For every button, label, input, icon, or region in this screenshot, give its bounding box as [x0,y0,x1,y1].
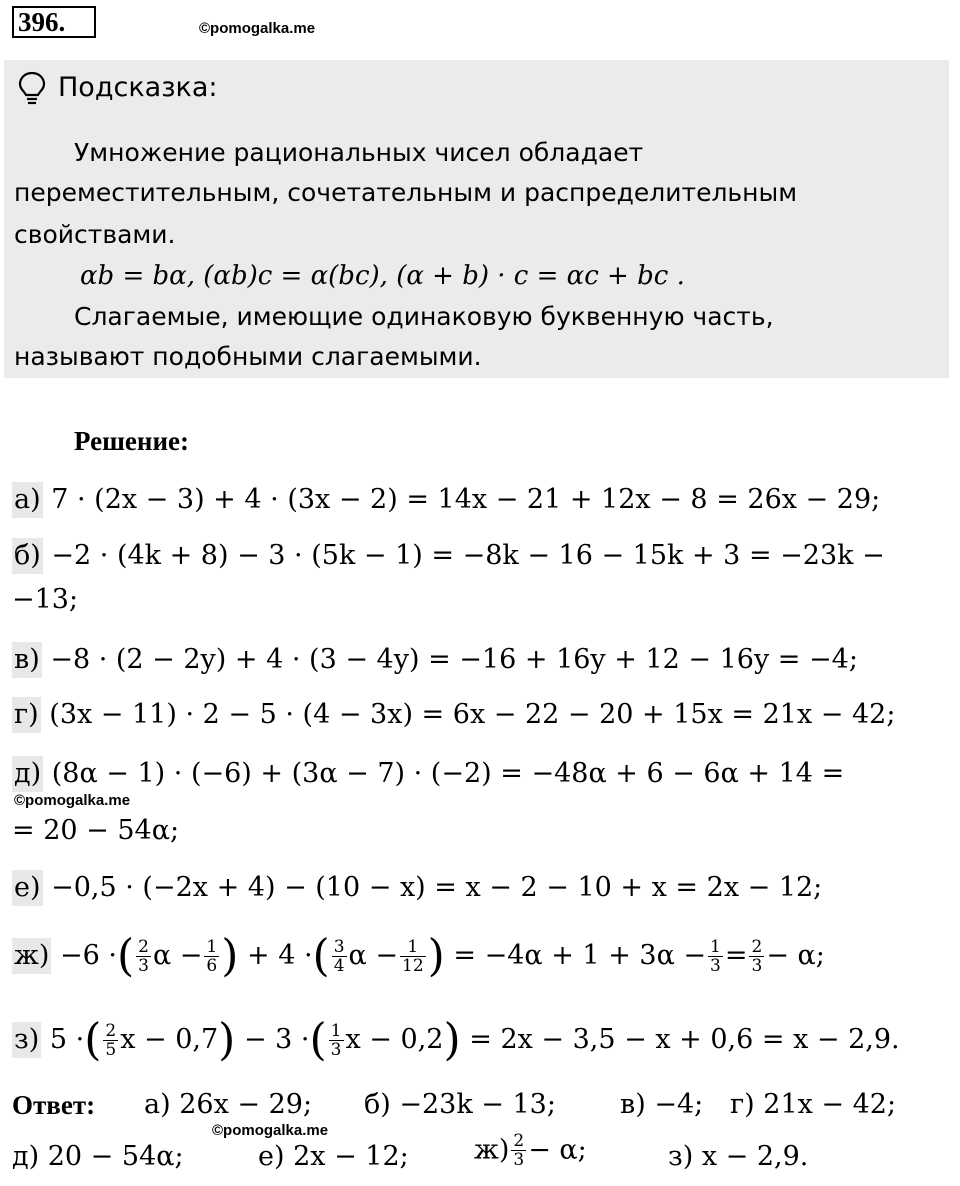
answer-v: в) −4; [620,1089,704,1120]
frac-den: 5 [105,1040,117,1060]
row-letter: е) [12,870,43,906]
frac-den: 3 [513,1150,525,1170]
row-letter: в) [12,642,42,678]
paren-close: ) [443,1014,461,1066]
frac-num: 1 [710,937,721,957]
row-letter: ж) [12,938,51,974]
paren-close: ) [218,1014,236,1066]
fraction [511,1132,526,1169]
answer-letter: ж) [474,1134,510,1166]
answer-z: з) x − 2,9. [668,1141,809,1172]
hint-line: переместительным, сочетательным и распределительным [14,178,798,207]
hint-title: Подсказка: [58,72,218,103]
solution-row-g [12,697,895,733]
row-expression: 7 · (2x − 3) + 4 · (3x − 2) = 14x − 21 + 12x − 8 = 26x − 29; [51,484,881,515]
paren-open: ( [312,930,330,982]
row-expression: −8 · (2 − 2y) + 4 · (3 − 4y) = −16 + 16y + 12 − 16y = −4; [50,644,858,675]
fraction [204,938,219,975]
watermark-middle: ©pomogalka.me [14,792,131,809]
task-number: 396. [12,6,96,38]
frac-num: 2 [513,1131,525,1151]
fraction [749,938,764,975]
row-letter: з) [12,1022,41,1058]
row-letter: б) [12,538,43,574]
expr-part: = 2x − 3,5 − x + 0,6 = x − 2,9. [469,1024,900,1055]
fraction [400,938,426,975]
hint-line: Умножение рациональных чисел обладает [74,138,644,167]
solution-row-v [12,642,858,678]
frac-den: 12 [402,956,424,976]
answer-rest: − α; [528,1134,587,1166]
frac-num: 3 [333,937,345,957]
fraction [329,1022,344,1059]
hint-formula: αb = bα, (αb)c = α(bc), (α + b) · c = αc + bc . [80,261,685,291]
frac-num: 1 [400,938,426,957]
solution-title: Решение: [74,426,189,456]
fraction [708,938,723,975]
hint-line: Слагаемые, имеющие одинаковую буквенную часть, [74,302,774,331]
answer-a: а) 26x − 29; [144,1089,313,1120]
frac-den: 3 [751,956,763,976]
answer-zh [474,1132,587,1169]
frac-num: 2 [105,1021,117,1041]
frac-den: 3 [330,1040,342,1060]
row-expression: −0,5 · (−2x + 4) − (10 − x) = x − 2 − 10 + x = 2x − 12; [51,872,823,903]
frac-den: 6 [206,956,218,976]
lightbulb-icon [16,70,48,106]
row-letter: а) [12,482,43,518]
row-letter: г) [12,697,41,733]
frac-num: 1 [330,1021,342,1041]
paren-open: ( [309,1014,327,1066]
answer-title: Ответ: [12,1090,96,1120]
solution-row-zh [12,930,825,982]
expr-part: −6 · [59,940,117,971]
fraction [332,938,347,975]
frac-den: 3 [138,956,149,976]
row-expression: (3x − 11) · 2 − 5 · (4 − 3x) = 6x − 22 − 20 + 15x = 21x − 42; [49,699,896,730]
solution-row-b [12,538,885,574]
solution-row-a [12,482,880,518]
row-expression: −2 · (4k + 8) − 3 · (5k − 1) = −8k − 16 − 15k + 3 = −23k − [51,540,885,571]
row-expression: (8α − 1) · (−6) + (3α − 7) · (−2) = −48α + 6 − 6α + 14 = [51,758,845,789]
watermark-bottom: ©pomogalka.me [212,1122,329,1139]
hint-line: называют подобными слагаемыми. [14,342,482,371]
expr-part: = [724,940,748,971]
paren-close: ) [427,930,445,982]
expr-part: x − 0,2 [345,1024,444,1055]
expr-part: − 3 · [243,1024,310,1055]
solution-row-d-cont: = 20 − 54α; [12,815,180,846]
frac-den: 4 [333,956,345,976]
solution-row-z [12,1014,900,1066]
solution-row-e [12,870,822,906]
solution-row-b-cont: −13; [12,584,79,615]
answer-e: е) 2x − 12; [258,1141,409,1172]
expr-part: x − 0,7 [120,1024,219,1055]
solution-row-d [12,756,844,792]
fraction [136,938,151,975]
expr-part: α − [348,940,398,971]
expr-part: + 4 · [246,940,313,971]
hint-line: свойствами. [14,220,176,249]
frac-num: 2 [751,937,763,957]
paren-open: ( [116,930,135,982]
paren-close: ) [221,930,239,982]
row-letter: д) [12,756,43,792]
expr-part: = −4α + 1 + 3α − [453,940,707,971]
frac-num: 2 [138,937,149,957]
answer-g: г) 21x − 42; [730,1089,897,1120]
answer-b: б) −23k − 13; [364,1089,556,1120]
frac-num: 1 [206,937,218,957]
fraction [103,1022,118,1059]
frac-den: 3 [710,956,721,976]
expr-part: α − [152,940,203,971]
expr-part: 5 · [49,1024,85,1055]
watermark-top: ©pomogalka.me [199,20,316,37]
expr-part: − α; [766,940,825,971]
answer-d: д) 20 − 54α; [12,1141,184,1172]
paren-open: ( [84,1014,102,1066]
